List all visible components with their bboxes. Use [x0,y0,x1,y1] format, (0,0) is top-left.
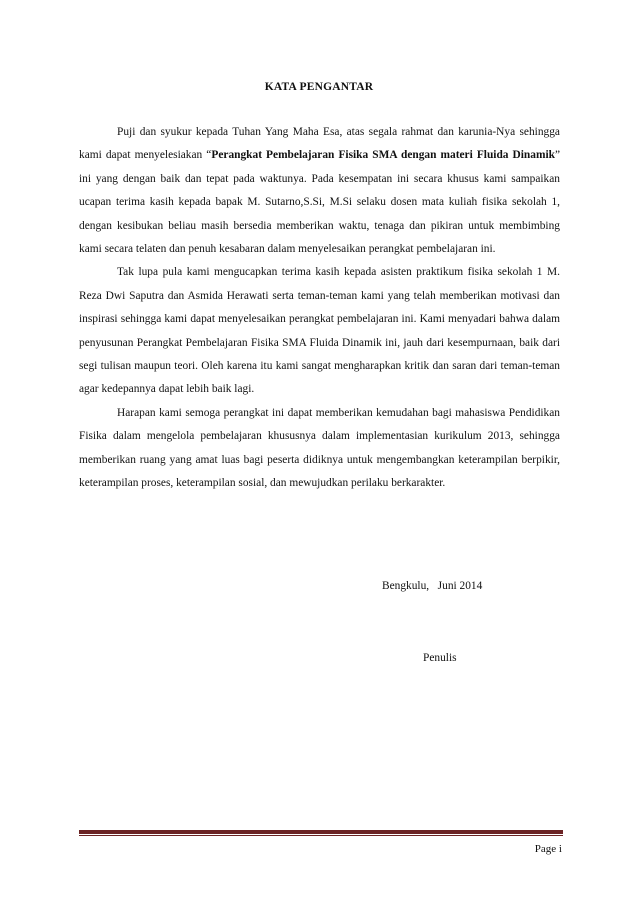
paragraph-1-text-a: Puji dan syukur kepada Tuhan Yang Maha Esa, atas segala rahmat dan karunia-Nya sehingga kami dapat menyelesiakan “ [79,126,560,162]
place-date: Bengkulu, Juni 2014 [382,580,483,592]
footer-rule [79,830,563,834]
page-title: KATA PENGANTAR [264,81,374,93]
body-text [79,121,560,496]
paragraph-2: Tak lupa pula kami mengucapkan terima kasih kepada asisten praktikum fisika sekolah 1 M. Reza Dwi Saputra dan Asmida Herawati serta teman-teman kami yang telah memberikan motivasi dan inspirasi sehingga kami dapat menyelesaikan perangkat pembelajaran ini. Kami menyadari bahwa dalam penyusunan Perangkat Pembelajaran Fisika SMA Fluida Dinamik ini, jauh dari kesempurnaan, baik dari segi tulisan maupun teori. Oleh karena itu kami sangat mengharapkan kritik dan saran dari teman-teman agar kedepannya dapat lebih baik lagi. [79,266,560,396]
paragraph-1 [79,121,560,261]
paragraph-3: Harapan kami semoga perangkat ini dapat memberikan kemudahan bagi mahasiswa Pendidikan Fisika dalam mengelola pembelajaran khususnya dalam implementasian kurikulum 2013, sehingga memberikan ruang yang amat luas bagi peserta didiknya untuk mengembangkan keterampilan berpikir, keterampilan proses, keterampilan sosial, dan mewujudkan perilaku berkarakter. [79,406,560,490]
page-number: Page i [534,843,562,855]
author-signature: Penulis [423,652,457,664]
paragraph-1-text-b: ” ini yang dengan baik dan tepat pada waktunya. Pada kesempatan ini secara khusus kami sampaikan ucapan terima kasih kepada bapak M. Sutarno,S.Si, M.Si selaku dosen mata kuliah fisika sekolah 1, dengan kesibukan beliau masih bersedia memberikan waktu, tenaga dan pikiran untuk membimbing kami secara telaten dan penuh kesabaran dalam menyelesaikan perangkat pembelajaran ini. [79,149,561,256]
paragraph-1-bold-title: Perangkat Pembelajaran Fisika SMA dengan materi Fluida Dinamik [211,149,555,162]
footer-rule-thin [79,835,563,836]
